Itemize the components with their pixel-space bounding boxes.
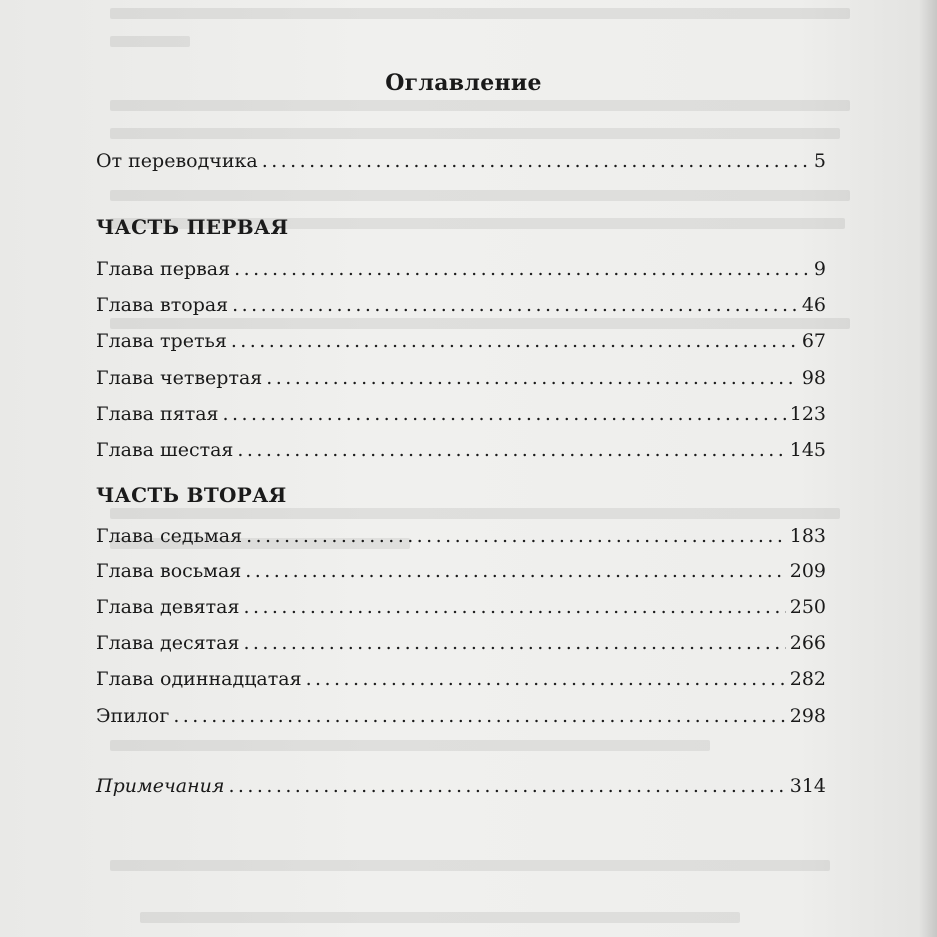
show-through-line xyxy=(110,100,850,111)
leader-dots xyxy=(231,330,798,352)
entry-page: 9 xyxy=(813,258,826,280)
show-through-line xyxy=(110,740,710,751)
entry-label: Глава первая xyxy=(96,258,231,280)
entry-page: 282 xyxy=(789,668,826,690)
entry-page: 298 xyxy=(789,705,826,727)
leader-dots xyxy=(266,367,798,389)
leader-dots xyxy=(262,150,810,172)
entry-label: Глава седьмая xyxy=(96,525,243,547)
entry-label: Глава восьмая xyxy=(96,560,242,582)
toc-entry-chapter-5 xyxy=(96,403,826,431)
part-two-heading: ЧАСТЬ ВТОРАЯ xyxy=(96,483,287,507)
leader-dots xyxy=(243,632,785,654)
leader-dots xyxy=(306,668,786,690)
entry-label: Глава девятая xyxy=(96,596,240,618)
toc-entry-epilogue xyxy=(96,705,826,733)
toc-entry-chapter-1 xyxy=(96,258,826,286)
toc-entry-chapter-8 xyxy=(96,560,826,588)
part-one-heading: ЧАСТЬ ПЕРВАЯ xyxy=(96,215,289,239)
toc-entry-notes xyxy=(96,775,826,803)
toc-entry-chapter-11 xyxy=(96,668,826,696)
toc-entry-chapter-2 xyxy=(96,294,826,322)
entry-page: 250 xyxy=(789,596,826,618)
toc-entry-chapter-4 xyxy=(96,367,826,395)
entry-page: 67 xyxy=(801,330,826,352)
entry-page: 266 xyxy=(789,632,826,654)
leader-dots xyxy=(232,294,798,316)
entry-page: 46 xyxy=(801,294,826,316)
toc-entry-chapter-7 xyxy=(96,525,826,553)
toc-entry-chapter-6 xyxy=(96,439,826,467)
entry-page: 98 xyxy=(801,367,826,389)
show-through-line xyxy=(110,508,840,519)
show-through-line xyxy=(140,912,740,923)
leader-dots xyxy=(244,596,786,618)
toc-title: Оглавление xyxy=(385,70,542,96)
toc-entry-chapter-9 xyxy=(96,596,826,624)
leader-dots xyxy=(234,258,810,280)
page-edge-shadow xyxy=(919,0,937,937)
toc-entry-chapter-3 xyxy=(96,330,826,358)
show-through-line xyxy=(110,190,850,201)
leader-dots xyxy=(245,560,785,582)
entry-label: От переводчика xyxy=(96,150,258,172)
show-through-line xyxy=(110,36,190,47)
entry-label: Глава третья xyxy=(96,330,227,352)
leader-dots xyxy=(228,775,785,797)
show-through-line xyxy=(110,128,840,139)
entry-label: Глава вторая xyxy=(96,294,229,316)
entry-page: 183 xyxy=(789,525,826,547)
leader-dots xyxy=(223,403,786,425)
toc-entry-translator xyxy=(96,150,826,178)
show-through-line xyxy=(110,8,850,19)
show-through-line xyxy=(110,860,830,871)
entry-label: Примечания xyxy=(96,775,225,797)
entry-page: 5 xyxy=(813,150,826,172)
entry-label: Глава четвертая xyxy=(96,367,263,389)
entry-page: 145 xyxy=(789,439,826,461)
entry-label: Глава десятая xyxy=(96,632,240,654)
entry-page: 209 xyxy=(789,560,826,582)
entry-label: Эпилог xyxy=(96,705,170,727)
toc-entry-chapter-10 xyxy=(96,632,826,660)
entry-label: Глава шестая xyxy=(96,439,234,461)
entry-page: 123 xyxy=(789,403,826,425)
leader-dots xyxy=(246,525,786,547)
entry-label: Глава пятая xyxy=(96,403,219,425)
leader-dots xyxy=(173,705,785,727)
leader-dots xyxy=(237,439,785,461)
entry-page: 314 xyxy=(789,775,826,797)
entry-label: Глава одиннадцатая xyxy=(96,668,302,690)
